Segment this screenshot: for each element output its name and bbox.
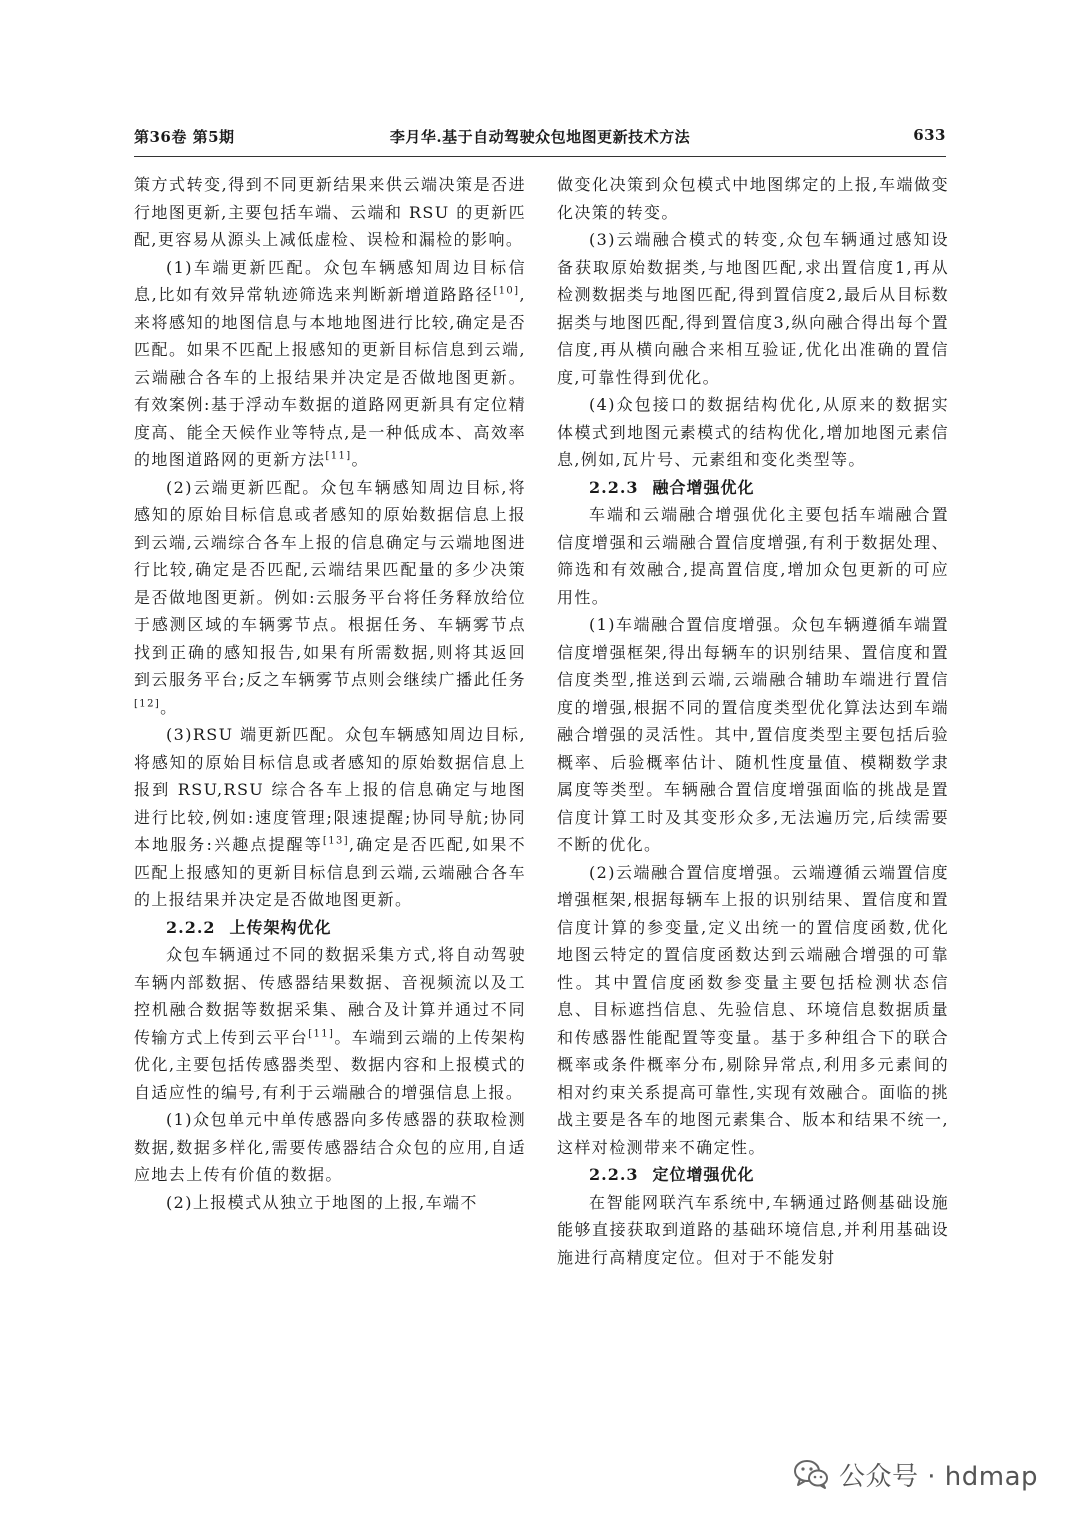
paragraph: 策方式转变,得到不同更新结果来供云端决策是否进行地图更新,主要包括车端、云端和 RSU 的更新匹配,更容易从源头上减低虚检、误检和漏检的影响。: [134, 175, 526, 249]
paragraph: (1)车端融合置信度增强。众包车辆遵循车端置信度增强框架,得出每辆车的识别结果、置信度和置信度类型,推送到云端,云端融合辅助车端进行置信度的增强,根据不同的置信度类型优化算法达到车端融合增强的灵活性。其中,置信度类型主要包括后验概率、后验概率估计、随机性度量值、模糊数学隶属度等类型。车辆融合置信度增强面临的挑战是置信度计算工时及其变形众多,无法遍历完,后续需要不断的优化。: [557, 615, 949, 854]
section-heading: 2.2.3 定位增强优化: [589, 1165, 755, 1184]
citation: [11]: [308, 1028, 335, 1040]
right-column: [557, 171, 949, 1271]
watermark: [793, 1454, 1038, 1494]
page-header: [134, 126, 946, 150]
paragraph: 众包车辆通过不同的数据采集方式,将自动驾驶车辆内部数据、传感器结果数据、音视频流以及工控机融合数据等数据采集、融合及计算并通过不同传输方式上传到云平台[11]。车端到云端的上传架构优化,主要包括传感器类型、数据内容和上报模式的自适应性的编号,有利于云端融合的增强信息上报。: [134, 945, 526, 1102]
page-number: 633: [913, 126, 946, 144]
running-title: 李月华.基于自动驾驶众包地图更新技术方法: [389, 128, 691, 146]
journal-volume-issue: 第36卷 第5期: [134, 128, 235, 146]
paragraph: (1)众包单元中单传感器向多传感器的获取检测数据,数据多样化,需要传感器结合众包的应用,自适应地去上传有价值的数据。: [134, 1110, 526, 1184]
paragraph: (4)众包接口的数据结构优化,从原来的数据实体模式到地图元素模式的结构优化,增加地图元素信息,例如,瓦片号、元素组和变化类型等。: [557, 395, 949, 469]
paragraph: (2)云端融合置信度增强。云端遵循云端置信度增强框架,根据每辆车上报的识别结果、置信度和置信度计算的参变量,定义出统一的置信度函数,优化地图云特定的置信度函数达到云端融合增强的可靠性。其中置信度函数参变量主要包括检测状态信息、目标遮挡信息、先验信息、环境信息数据质量和传感器性能配置等变量。基于多种组合下的联合概率或条件概率分布,剔除异常点,利用多元素间的相对约束关系提高可靠性,实现有效融合。面临的挑战主要是各车的地图元素集合、版本和结果不统一,这样对检测带来不确定性。: [557, 862, 949, 1157]
left-column: [134, 171, 526, 1216]
wechat-icon: [793, 1458, 829, 1490]
paragraph: 做变化决策到众包模式中地图绑定的上报,车端做变化决策的转变。: [557, 175, 949, 222]
citation: [13]: [322, 835, 350, 847]
citation: [11]: [325, 450, 352, 462]
paragraph: (3)云端融合模式的转变,众包车辆通过感知设备获取原始数据类,与地图匹配,求出置信度1,再从检测数据类与地图匹配,得到置信度2,最后从目标数据类与地图匹配,得到置信度3,纵向融合得出每个置信度,再从横向融合来相互验证,优化出准确的置信度,可靠性得到优化。: [557, 230, 949, 387]
section-heading: 2.2.2 上传架构优化: [166, 917, 332, 937]
paragraph: 车端和云端融合增强优化主要包括车端融合置信度增强和云端融合置信度增强,有利于数据处理、筛选和有效融合,提高置信度,增加众包更新的可应用性。: [557, 505, 949, 607]
paragraph: (3)RSU 端更新匹配。众包车辆感知周边目标,将感知的原始目标信息或者感知的原始数据信息上报到 RSU,RSU 综合各车上报的信息确定与地图进行比较,例如:速度管理;限速提醒;协同导航;协同本地服务:兴趣点提醒等[13],确定是否匹配,如果不匹配上报感知的更新目标信息到云端,云端融合各车的上报结果并决定是否做地图更新。: [134, 725, 526, 909]
paragraph: 在智能网联汽车系统中,车辆通过路侧基础设施能够直接获取到道路的基础环境信息,并利用基础设施进行高精度定位。但对于不能发射: [557, 1192, 949, 1267]
citation: [10]: [493, 285, 520, 297]
paragraph: (2)云端更新匹配。众包车辆感知周边目标,将感知的原始目标信息或者感知的原始数据信息上报到云端,云端综合各车上报的信息确定与云端地图进行比较,确定是否匹配,云端结果匹配量的多少决策是否做地图更新。例如:云服务平台将任务释放给位于感测区域的车辆雾节点。根据任务、车辆雾节点找到正确的感知报告,如果有所需数据,则将其返回到云服务平台;反之车辆雾节点则会继续广播此任务[12]。: [134, 477, 526, 717]
section-heading: 2.2.3 融合增强优化: [589, 477, 755, 497]
paragraph: (1)车端更新匹配。众包车辆感知周边目标信息,比如有效异常轨迹筛选来判断新增道路路径[10],来将感知的地图信息与本地地图进行比较,确定是否匹配。如果不匹配上报感知的更新目标信息到云端,云端融合各车的上报结果并决定是否做地图更新。有效案例:基于浮动车数据的道路网更新具有定位精度高、能全天候作业等特点,是一种低成本、高效率的地图道路网的更新方法[11]。: [134, 257, 526, 469]
citation: [12]: [134, 698, 161, 710]
header-rule: [134, 156, 946, 157]
paragraph: (2)上报模式从独立于地图的上报,车端不: [166, 1192, 478, 1212]
watermark-text: 公众号 · hdmap: [839, 1461, 1039, 1492]
